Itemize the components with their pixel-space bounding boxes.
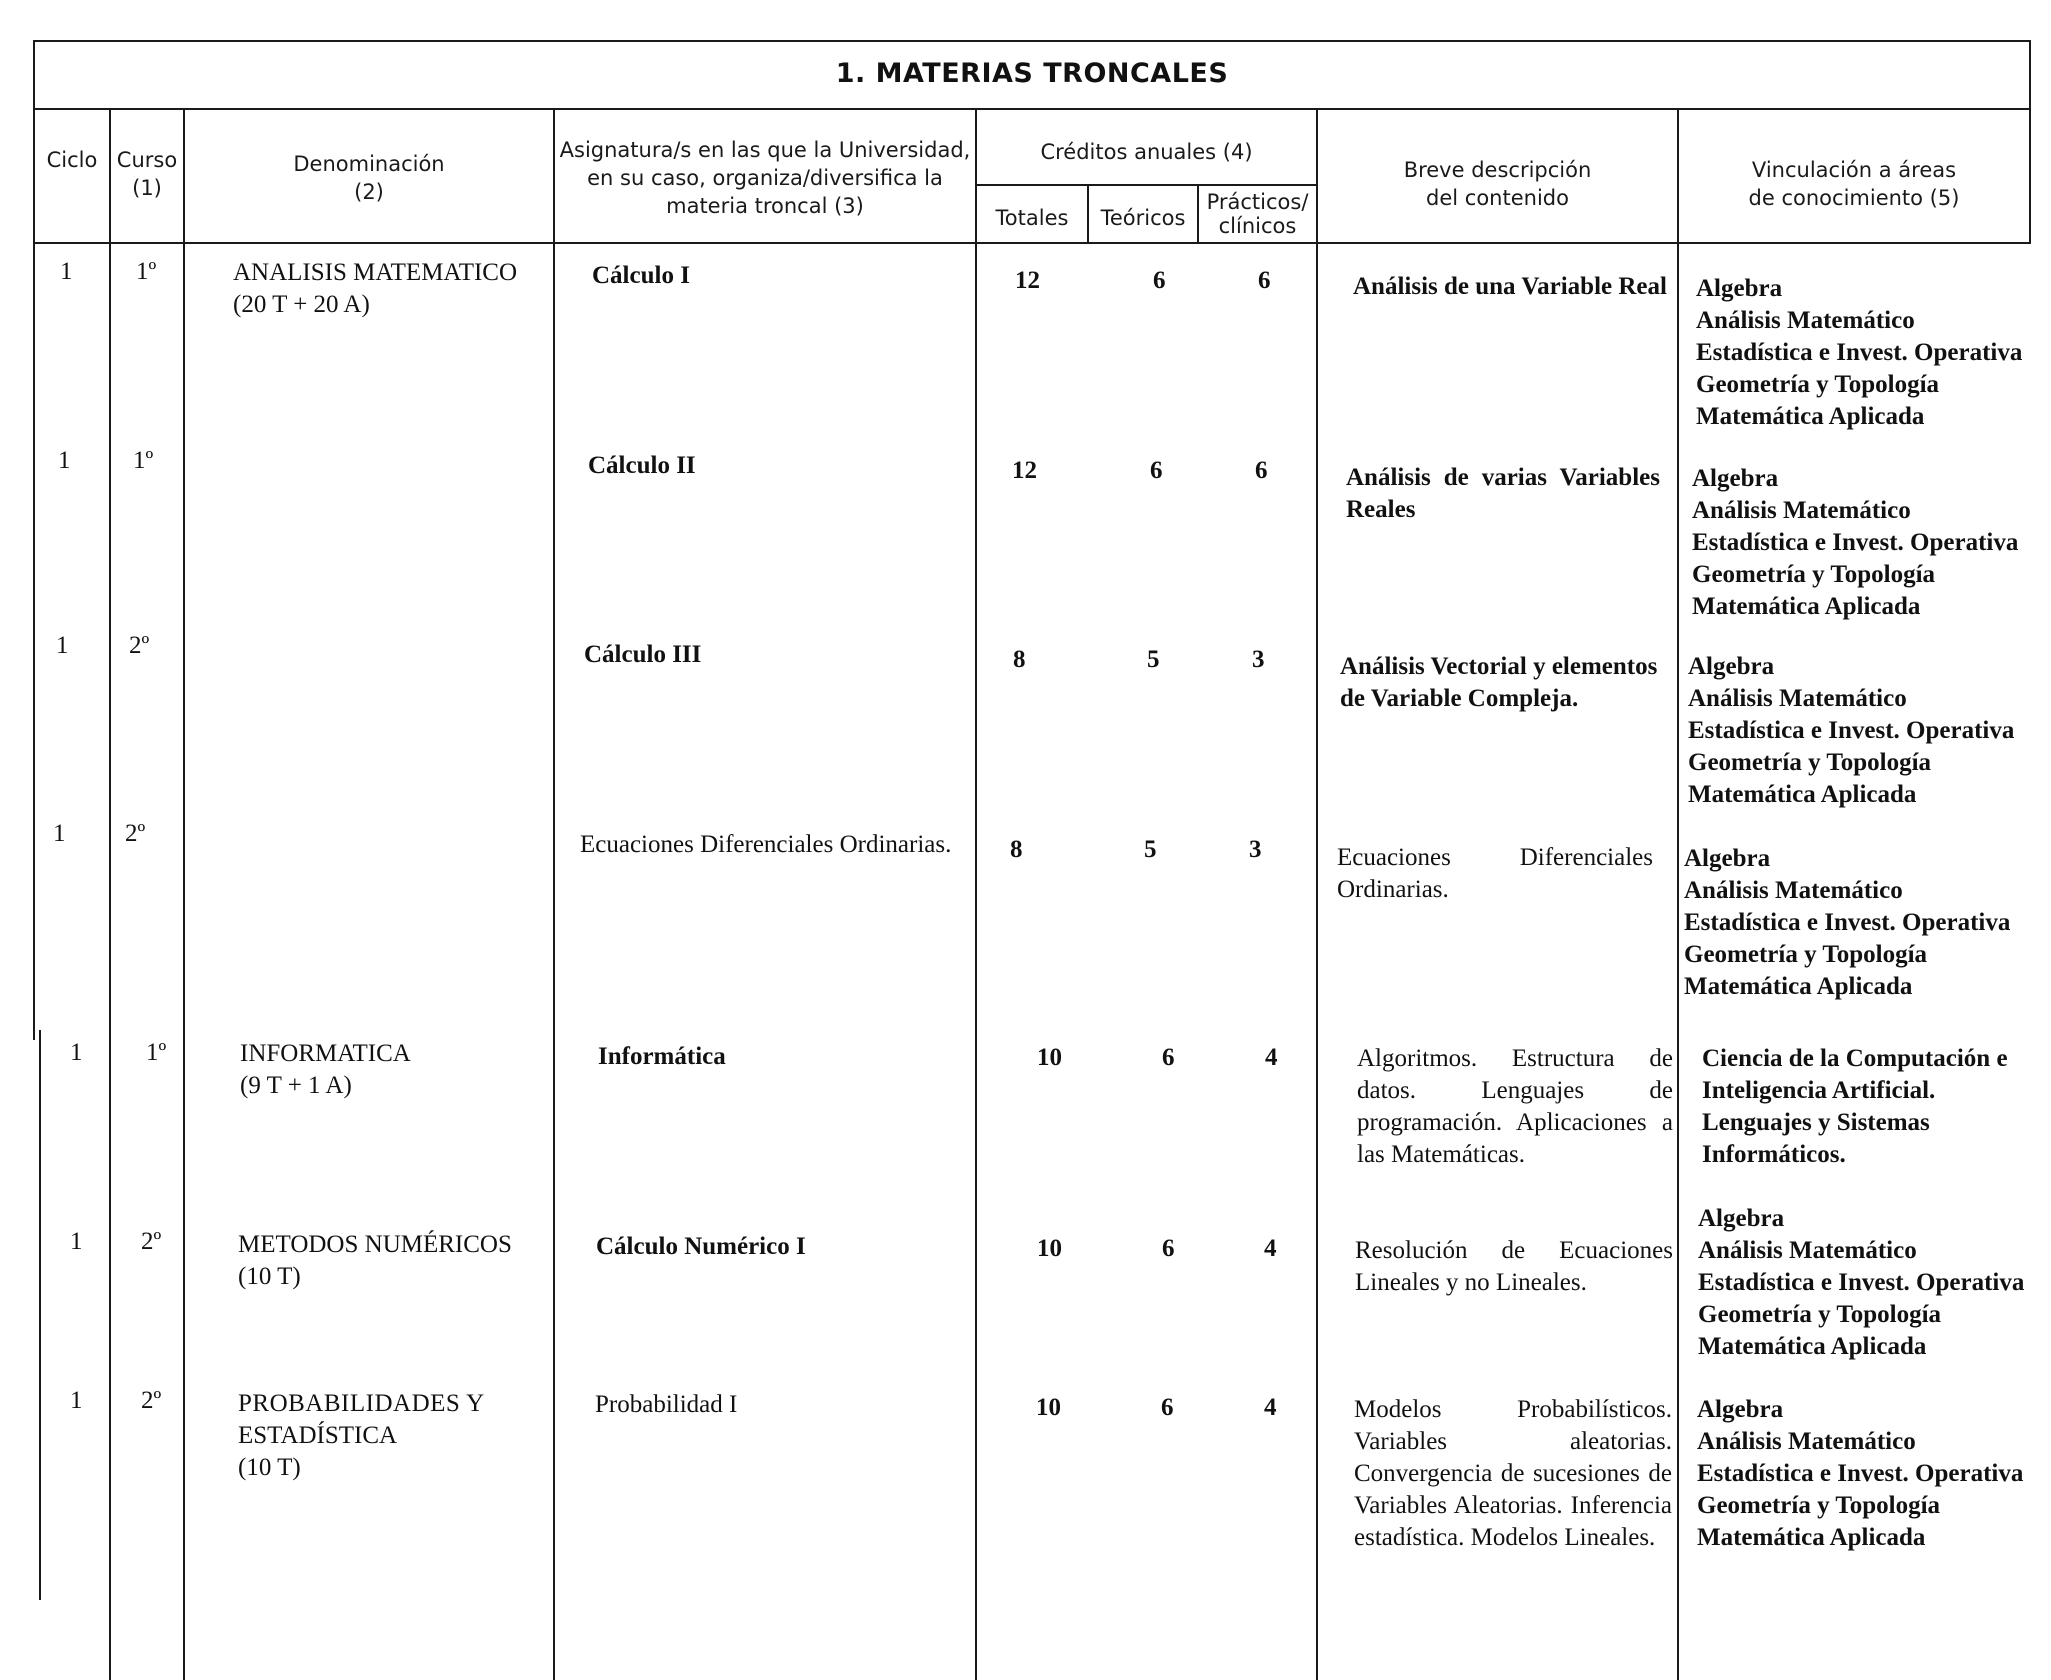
row-2-areas: Algebra Análisis Matemático Estadística e Invest. Operativa Geometría y Topología Matemática Aplicada bbox=[1688, 653, 2015, 808]
row-5-totales: 10 bbox=[1037, 1235, 1062, 1262]
page-title: 1. MATERIAS TRONCALES bbox=[835, 58, 1229, 89]
header-ciclo: Ciclo bbox=[46, 148, 98, 172]
row-1-descripcion: Análisis de varias Variables Reales bbox=[1346, 464, 1660, 523]
col-divider-descripcion bbox=[1677, 108, 1679, 1680]
row-3-descripcion: Ecuaciones Diferenciales Ordinarias. bbox=[1337, 844, 1653, 903]
header-vinculacion: Vinculación a áreas de conocimiento (5) bbox=[1748, 158, 1960, 210]
row-5-practicos: 4 bbox=[1264, 1235, 1277, 1262]
row-6-denominacion: PROBABILIDADES Y ESTADÍSTICA (10 T) bbox=[238, 1390, 485, 1481]
table-top-border bbox=[33, 40, 2031, 42]
row-1-practicos: 6 bbox=[1255, 457, 1268, 484]
header-teoricos: Teóricos bbox=[1100, 206, 1186, 230]
col-divider-asignatura bbox=[975, 108, 977, 1680]
row-4-curso: 1º bbox=[146, 1039, 167, 1066]
col-divider-curso bbox=[183, 108, 185, 1680]
row-3-asignatura: Ecuaciones Diferenciales Ordinarias. bbox=[580, 831, 952, 858]
header-curso: Curso (1) bbox=[116, 148, 178, 200]
header-totales: Totales bbox=[995, 206, 1069, 230]
row-4-practicos: 4 bbox=[1265, 1044, 1278, 1071]
row-3-areas: Algebra Análisis Matemático Estadística e Invest. Operativa Geometría y Topología Matemática Aplicada bbox=[1684, 845, 2011, 1000]
row-4-denominacion: INFORMATICA (9 T + 1 A) bbox=[240, 1040, 411, 1099]
header-breve-descripcion: Breve descripción del contenido bbox=[1403, 158, 1592, 210]
row-5-teoricos: 6 bbox=[1162, 1235, 1175, 1262]
row-4-ciclo: 1 bbox=[70, 1039, 83, 1066]
row-5-asignatura: Cálculo Numérico I bbox=[596, 1233, 806, 1260]
header-denominacion: Denominación (2) bbox=[293, 152, 445, 204]
row-0-areas: Algebra Análisis Matemático Estadística e Invest. Operativa Geometría y Topología Matemática Aplicada bbox=[1696, 275, 2023, 430]
row-1-ciclo: 1 bbox=[58, 447, 71, 474]
row-0-practicos: 6 bbox=[1258, 267, 1271, 294]
col-divider-practicos bbox=[1316, 108, 1318, 1680]
row-2-ciclo: 1 bbox=[56, 632, 69, 659]
row-1-asignatura: Cálculo II bbox=[588, 452, 696, 479]
row-4-totales: 10 bbox=[1037, 1044, 1062, 1071]
row-1-totales: 12 bbox=[1012, 457, 1037, 484]
row-6-teoricos: 6 bbox=[1161, 1394, 1174, 1421]
header-asignaturas: Asignatura/s en las que la Universidad, en su caso, organiza/diversifica la materia troncal (3) bbox=[559, 138, 971, 218]
row-1-curso: 1º bbox=[133, 447, 154, 474]
left-border-lower bbox=[39, 1030, 41, 1600]
table-left-border bbox=[33, 40, 35, 1040]
row-6-areas: Algebra Análisis Matemático Estadística e Invest. Operativa Geometría y Topología Matemática Aplicada bbox=[1697, 1396, 2024, 1551]
row-6-ciclo: 1 bbox=[70, 1387, 83, 1414]
row-6-practicos: 4 bbox=[1264, 1394, 1277, 1421]
row-0-ciclo: 1 bbox=[60, 258, 73, 285]
row-3-practicos: 3 bbox=[1249, 836, 1262, 863]
row-2-teoricos: 5 bbox=[1147, 646, 1160, 673]
col-divider-ciclo bbox=[109, 108, 111, 1680]
title-bottom-border bbox=[33, 108, 2031, 110]
row-0-curso: 1º bbox=[136, 258, 157, 285]
row-2-descripcion: Análisis Vectorial y elementos de Variable Compleja. bbox=[1340, 653, 1658, 712]
row-0-asignatura: Cálculo I bbox=[592, 262, 690, 289]
row-2-practicos: 3 bbox=[1252, 646, 1265, 673]
row-1-teoricos: 6 bbox=[1150, 457, 1163, 484]
row-5-ciclo: 1 bbox=[70, 1228, 83, 1255]
row-0-totales: 12 bbox=[1015, 267, 1040, 294]
row-5-descripcion: Resolución de Ecuaciones Lineales y no Lineales. bbox=[1355, 1237, 1673, 1296]
header-practicos: Prácticos/ clínicos bbox=[1206, 190, 1309, 238]
row-3-totales: 8 bbox=[1010, 836, 1023, 863]
row-3-ciclo: 1 bbox=[53, 820, 66, 847]
row-5-denominacion: METODOS NUMÉRICOS (10 T) bbox=[238, 1231, 512, 1290]
row-5-areas: Algebra Análisis Matemático Estadística e Invest. Operativa Geometría y Topología Matemática Aplicada bbox=[1698, 1205, 2025, 1360]
creditos-subheader-border bbox=[975, 184, 1317, 186]
row-3-teoricos: 5 bbox=[1144, 836, 1157, 863]
row-5-curso: 2º bbox=[141, 1228, 162, 1255]
row-6-asignatura: Probabilidad I bbox=[595, 1391, 738, 1418]
col-divider-denominacion bbox=[553, 108, 555, 1680]
row-0-denominacion: ANALISIS MATEMATICO (20 T + 20 A) bbox=[233, 259, 518, 318]
row-4-teoricos: 6 bbox=[1162, 1044, 1175, 1071]
row-1-areas: Algebra Análisis Matemático Estadística e Invest. Operativa Geometría y Topología Matemática Aplicada bbox=[1692, 465, 2019, 620]
header-creditos: Créditos anuales (4) bbox=[1040, 140, 1253, 164]
row-6-descripcion: Modelos Probabilísticos. Variables aleatorias. Convergencia de sucesiones de Variables Aleatorias. Inferencia estadística. Modelos Lineales. bbox=[1354, 1396, 1672, 1551]
row-6-totales: 10 bbox=[1036, 1394, 1061, 1421]
row-0-teoricos: 6 bbox=[1153, 267, 1166, 294]
row-4-areas: Ciencia de la Computación e Inteligencia Artificial. Lenguajes y Sistemas Informáticos. bbox=[1702, 1045, 2008, 1168]
row-2-asignatura: Cálculo III bbox=[584, 641, 702, 668]
row-3-curso: 2º bbox=[125, 820, 146, 847]
row-0-descripcion: Análisis de una Variable Real bbox=[1353, 273, 1667, 300]
row-2-curso: 2º bbox=[129, 632, 150, 659]
row-2-totales: 8 bbox=[1013, 646, 1026, 673]
header-bottom-border bbox=[33, 242, 2031, 244]
row-4-asignatura: Informática bbox=[598, 1043, 726, 1070]
row-4-descripcion: Algoritmos. Estructura de datos. Lenguajes de programación. Aplicaciones a las Matemáticas. bbox=[1357, 1045, 1673, 1168]
row-6-curso: 2º bbox=[141, 1387, 162, 1414]
